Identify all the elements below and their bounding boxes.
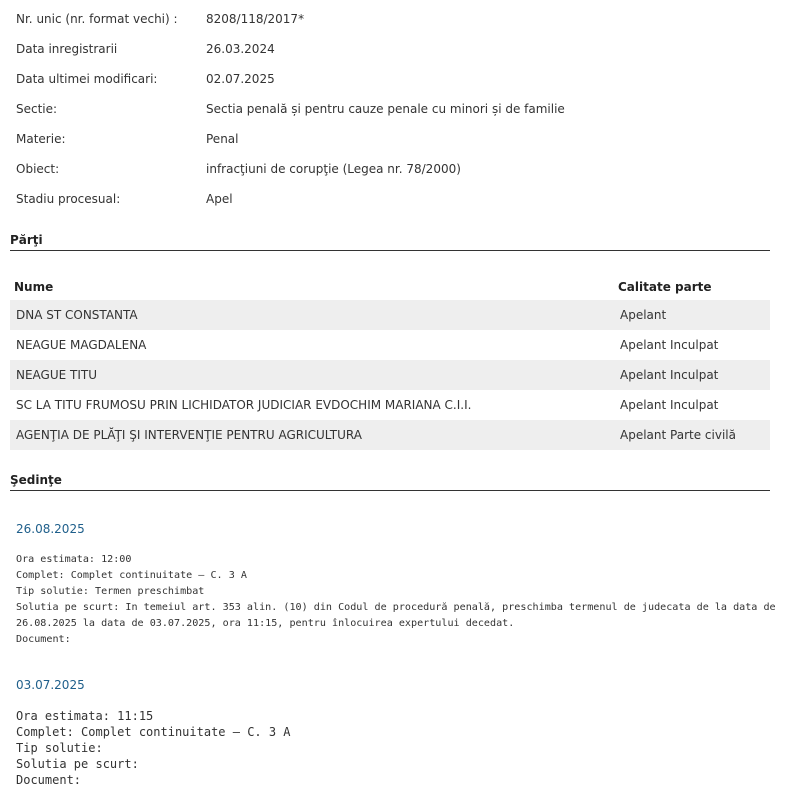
- column-header-role: Calitate parte: [618, 280, 712, 294]
- info-label: Sectie:: [16, 102, 58, 116]
- table-row: [10, 420, 770, 450]
- hearing-item: [16, 520, 776, 648]
- hearing-panel: Complet: Complet continuitate – C. 3 A: [16, 725, 291, 739]
- hearing-date: 03.07.2025: [16, 678, 85, 692]
- party-name: AGENŢIA DE PLĂŢI ŞI INTERVENŢIE PENTRU AGRICULTURA: [10, 420, 614, 450]
- hearing-document: Document:: [16, 773, 82, 787]
- info-value: 26.03.2024: [206, 42, 275, 56]
- parties-section-title: Părţi: [10, 232, 770, 251]
- info-row-materie: [16, 130, 565, 160]
- hearing-time: Ora estimata: 12:00: [16, 554, 132, 565]
- table-row: [10, 390, 770, 420]
- hearing-date: 26.08.2025: [16, 522, 85, 536]
- info-value: infracţiuni de corupţie (Legea nr. 78/2000): [206, 162, 461, 176]
- party-role: Apelant: [614, 300, 770, 330]
- info-value: Penal: [206, 132, 239, 146]
- info-label: Nr. unic (nr. format vechi) :: [16, 12, 178, 26]
- hearing-time: Ora estimata: 11:15: [16, 709, 154, 723]
- party-name: NEAGUE TITU: [10, 360, 614, 390]
- hearing-solution-summary-cont: 26.08.2025 la data de 03.07.2025, ora 11:15, pentru înlocuirea expertului decedat.: [16, 618, 515, 629]
- hearing-solution-type: Tip solutie:: [16, 741, 103, 755]
- info-label: Data ultimei modificari:: [16, 72, 158, 86]
- case-info-table: [16, 10, 565, 220]
- party-name: DNA ST CONSTANTA: [10, 300, 614, 330]
- info-value: 8208/118/2017*: [206, 12, 305, 26]
- info-row-stadiu: [16, 190, 565, 220]
- party-name: SC LA TITU FRUMOSU PRIN LICHIDATOR JUDICIAR EVDOCHIM MARIANA C.I.I.: [16, 398, 472, 412]
- party-role: Apelant Inculpat: [620, 398, 719, 412]
- info-row-obiect: [16, 160, 565, 190]
- table-row: [10, 360, 770, 390]
- hearing-item: [16, 676, 776, 788]
- hearing-solution-summary: Solutia pe scurt: In temeiul art. 353 alin. (10) din Codul de procedură penală, preschimba termenul de judecata de la data de: [16, 602, 776, 613]
- info-label: Materie:: [16, 132, 66, 146]
- parties-header-row: [10, 276, 770, 300]
- info-value: Apel: [206, 192, 233, 206]
- hearing-document: Document:: [16, 634, 71, 645]
- hearing-panel: Complet: Complet continuitate – C. 3 A: [16, 570, 247, 581]
- hearings-section-title: Şedinţe: [10, 472, 770, 491]
- parties-table: [10, 276, 770, 450]
- info-row-nr-unic: [16, 10, 565, 40]
- info-value: 02.07.2025: [206, 72, 275, 86]
- party-role: Apelant Inculpat: [614, 360, 770, 390]
- info-row-sectie: [16, 100, 565, 130]
- table-row: [10, 300, 770, 330]
- hearing-details: [16, 552, 776, 648]
- info-row-data-modificari: [16, 70, 565, 100]
- party-role: Apelant Parte civilă: [614, 420, 770, 450]
- party-role: Apelant Inculpat: [620, 338, 719, 352]
- party-name: NEAGUE MAGDALENA: [16, 338, 147, 352]
- table-row: [10, 330, 770, 360]
- hearing-solution-type: Tip solutie: Termen preschimbat: [16, 586, 205, 597]
- info-row-data-inregistrarii: [16, 40, 565, 70]
- hearing-details: [16, 708, 776, 788]
- info-value: Sectia penală și pentru cauze penale cu minori și de familie: [206, 102, 565, 116]
- info-label: Stadiu procesual:: [16, 192, 121, 206]
- info-label: Data inregistrarii: [16, 42, 118, 56]
- hearing-solution-summary: Solutia pe scurt:: [16, 757, 139, 771]
- info-label: Obiect:: [16, 162, 60, 176]
- column-header-name: Nume: [14, 280, 54, 294]
